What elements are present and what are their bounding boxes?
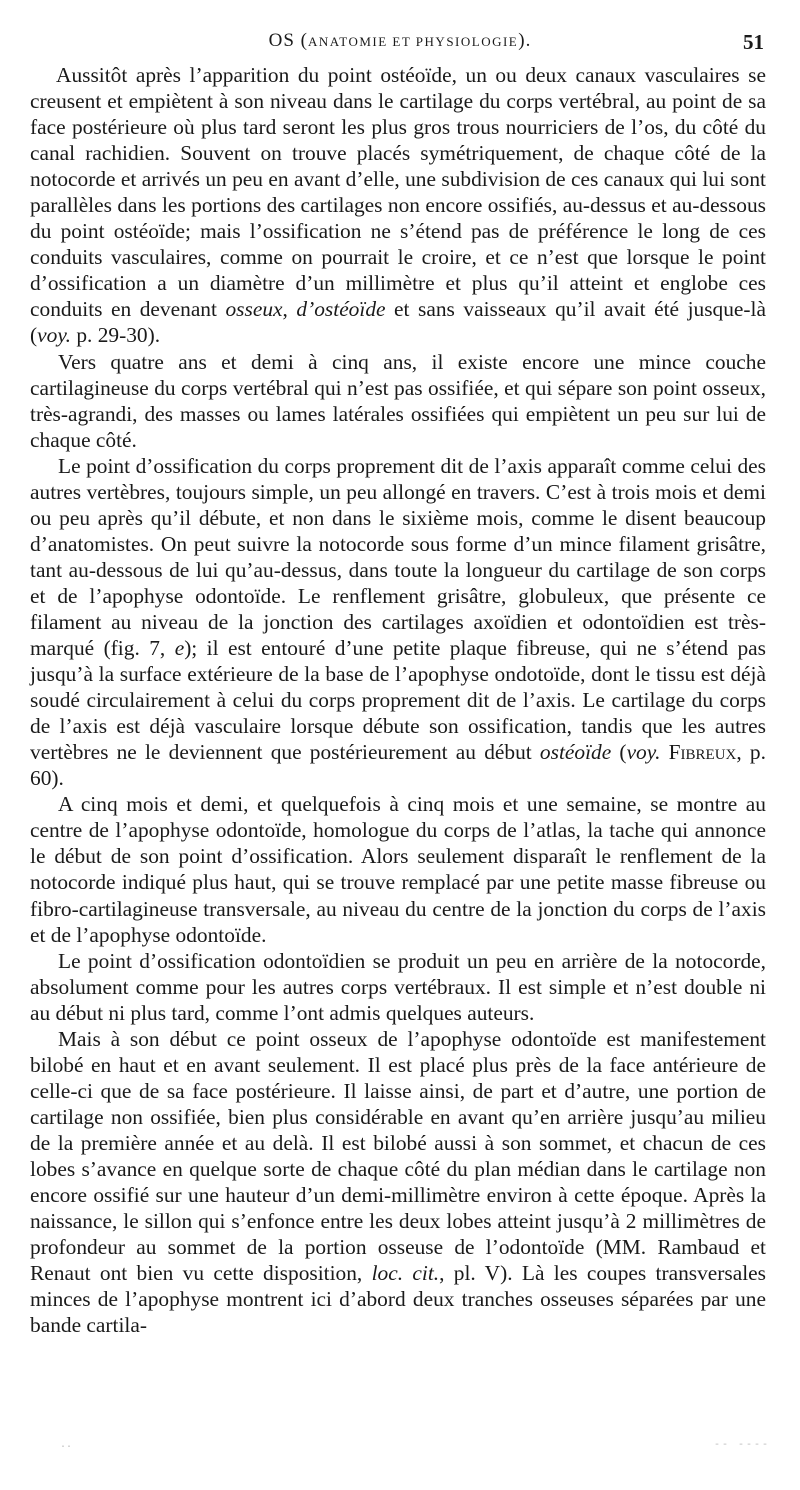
paragraph [30,1026,766,1339]
footer-mark-right: -- ---- [713,1440,770,1451]
running-title [30,30,770,52]
text-run [660,740,668,764]
text-run: Le point d’ossification odontoïdien se produit un peu en arrière de la notocorde, absolument comme pour les autres corps vertébraux. Il est simple et n’est double ni au début ni plus tard, comme l’ont admis quelques auteurs. [30,948,766,1025]
text-run: Mais à son début ce point osseux de l’apophyse odontoïde est manifestement bilobé en haut et en avant seulement. Il est placé plus près de la face antérieure de celle-ci que de sa face postérieure. Il laisse ainsi, de part et d’autre, une portion de cartilage non ossifiée, bien plus considérable en avant qu’en arrière jusqu’au milieu de la première année et au delà. Il est bilobé aussi à son sommet, et chacun de ces lobes s’avance en quelque sorte de chaque côté du plan médian dans le cartilage non encore ossifié sur une hauteur d’un demi-millimètre environ à cette époque. Après la naissance, le sillon qui s’enfonce entre les deux lobes atteint jusqu’à 2 millimètres de profondeur au sommet de la portion osseuse de l’odontoïde (MM. Rambaud et Renaut ont bien vu cette disposition, [30,1026,766,1286]
running-title-prefix: OS ( [268,30,309,51]
paragraph [30,948,766,1026]
paragraph [30,453,766,792]
italic-run: d’ostéoïde [296,297,386,322]
text-run: et sans vaisseaux qu’il avait été jusque-là ( [30,297,766,348]
italic-run: voy. [626,740,661,765]
italic-run: voy. [37,323,71,348]
page-number: 51 [743,30,764,54]
body-text [30,62,766,1338]
footer-marks [30,1440,770,1460]
italic-run: ostéoïde [539,740,612,765]
text-run: Vers quatre ans et demi à cinq ans, il existe encore une mince couche cartilagineuse du corps vertébral qui n’est pas ossifiée, et qui sépare son point osseux, très-agrandi, des masses ou lames latérales ossifiées qui empiètent un peu sur lui de chaque côté. [30,349,766,452]
smallcaps-run: Fibreux [668,740,737,765]
text-run: A cinq mois et demi, et quelquefois à cinq mois et une semaine, se montre au centre de l’apophyse odontoïde, homologue du corps de l’atlas, la tache qui annonce le début de son point d’ossification. Alors seulement disparaît le renflement de la notocorde indiqué plus haut, qui se trouve remplacé par une petite masse fibreuse ou fibro-cartilagineuse transversale, au niveau du centre de la jonction du corps de l’axis et de l’apophyse odontoïde. [30,792,766,947]
italic-run: loc. cit. [371,1261,440,1286]
text-run: Le point d’ossification du corps proprement dit de l’axis apparaît comme celui des autres vertèbres, toujours simple, un peu allongé en travers. C’est à trois mois et demi ou peu après qu’il débute, et non dans le sixième mois, comme le disent beaucoup d’anatomistes. On peut suivre la notocorde sous forme d’un mince filament grisâtre, tant au-dessous de lui qu’au-dessus, dans toute la longueur du cartilage de son corps et de l’apophyse odontoïde. Le renflement grisâtre, globuleux, que présente ce filament au niveau de la jonction des cartilages axoïdien et odontoïdien est très-marqué (fig. 7, [30,453,766,661]
running-header [30,30,770,56]
text-run: ( [611,740,627,765]
text-run: Aussitôt après l’apparition du point ostéoïde, un ou deux canaux vasculaires se creusent et empiètent à son niveau dans le cartilage du corps vertébral, au point de sa face postérieure où plus tard seront les plus gros trous nourriciers de l’os, du côté du canal rachidien. Souvent on trouve placés symétriquement, de chaque côté de la notocorde et arrivés un peu en avant d’elle, une subdivision de ces canaux qui lui sont parallèles dans les portions des cartilages non encore ossifiés, au-dessus et au-dessous du point ostéoïde; mais l’ossification ne s’étend pas de préférence le long de ces conduits vasculaires, comme on pourrait le croire, et ce n’est que lorsque le point d’ossification a un diamètre d’un millimètre et plus qu’il atteint et englobe ces conduits en devenant [30,63,766,322]
paragraph [30,62,766,349]
paragraph [30,349,766,453]
text-run: , pl. V). Là les coupes transversales minces de l’apophyse montrent ici d’abord deux tranches osseuses séparées par une bande cartila- [30,1261,766,1338]
paragraph [30,791,766,947]
text-run: , p. 60). [30,740,766,791]
text-run: p. 29-30). [70,323,161,348]
text-run: , [282,297,297,322]
running-title-suffix: ). [518,30,532,51]
italic-run: e [174,636,185,661]
text-run: ); il est entouré d’une petite plaque fibreuse, qui ne s’étend pas jusqu’à la surface extérieure de la base de l’apophyse ondotoïde, dont le tissu est déjà soudé circulairement à celui du corps proprement dit de l’axis. Le cartilage du corps de l’axis est déjà vasculaire lorsque débute son ossification, tandis que les autres vertèbres ne le deviennent que postérieurement au début [30,636,766,765]
footer-mark-left: .. [60,1440,73,1451]
running-title-smallcaps: ANATOMIE ET PHYSIOLOGIE [308,34,519,49]
italic-run: osseux [225,297,283,322]
